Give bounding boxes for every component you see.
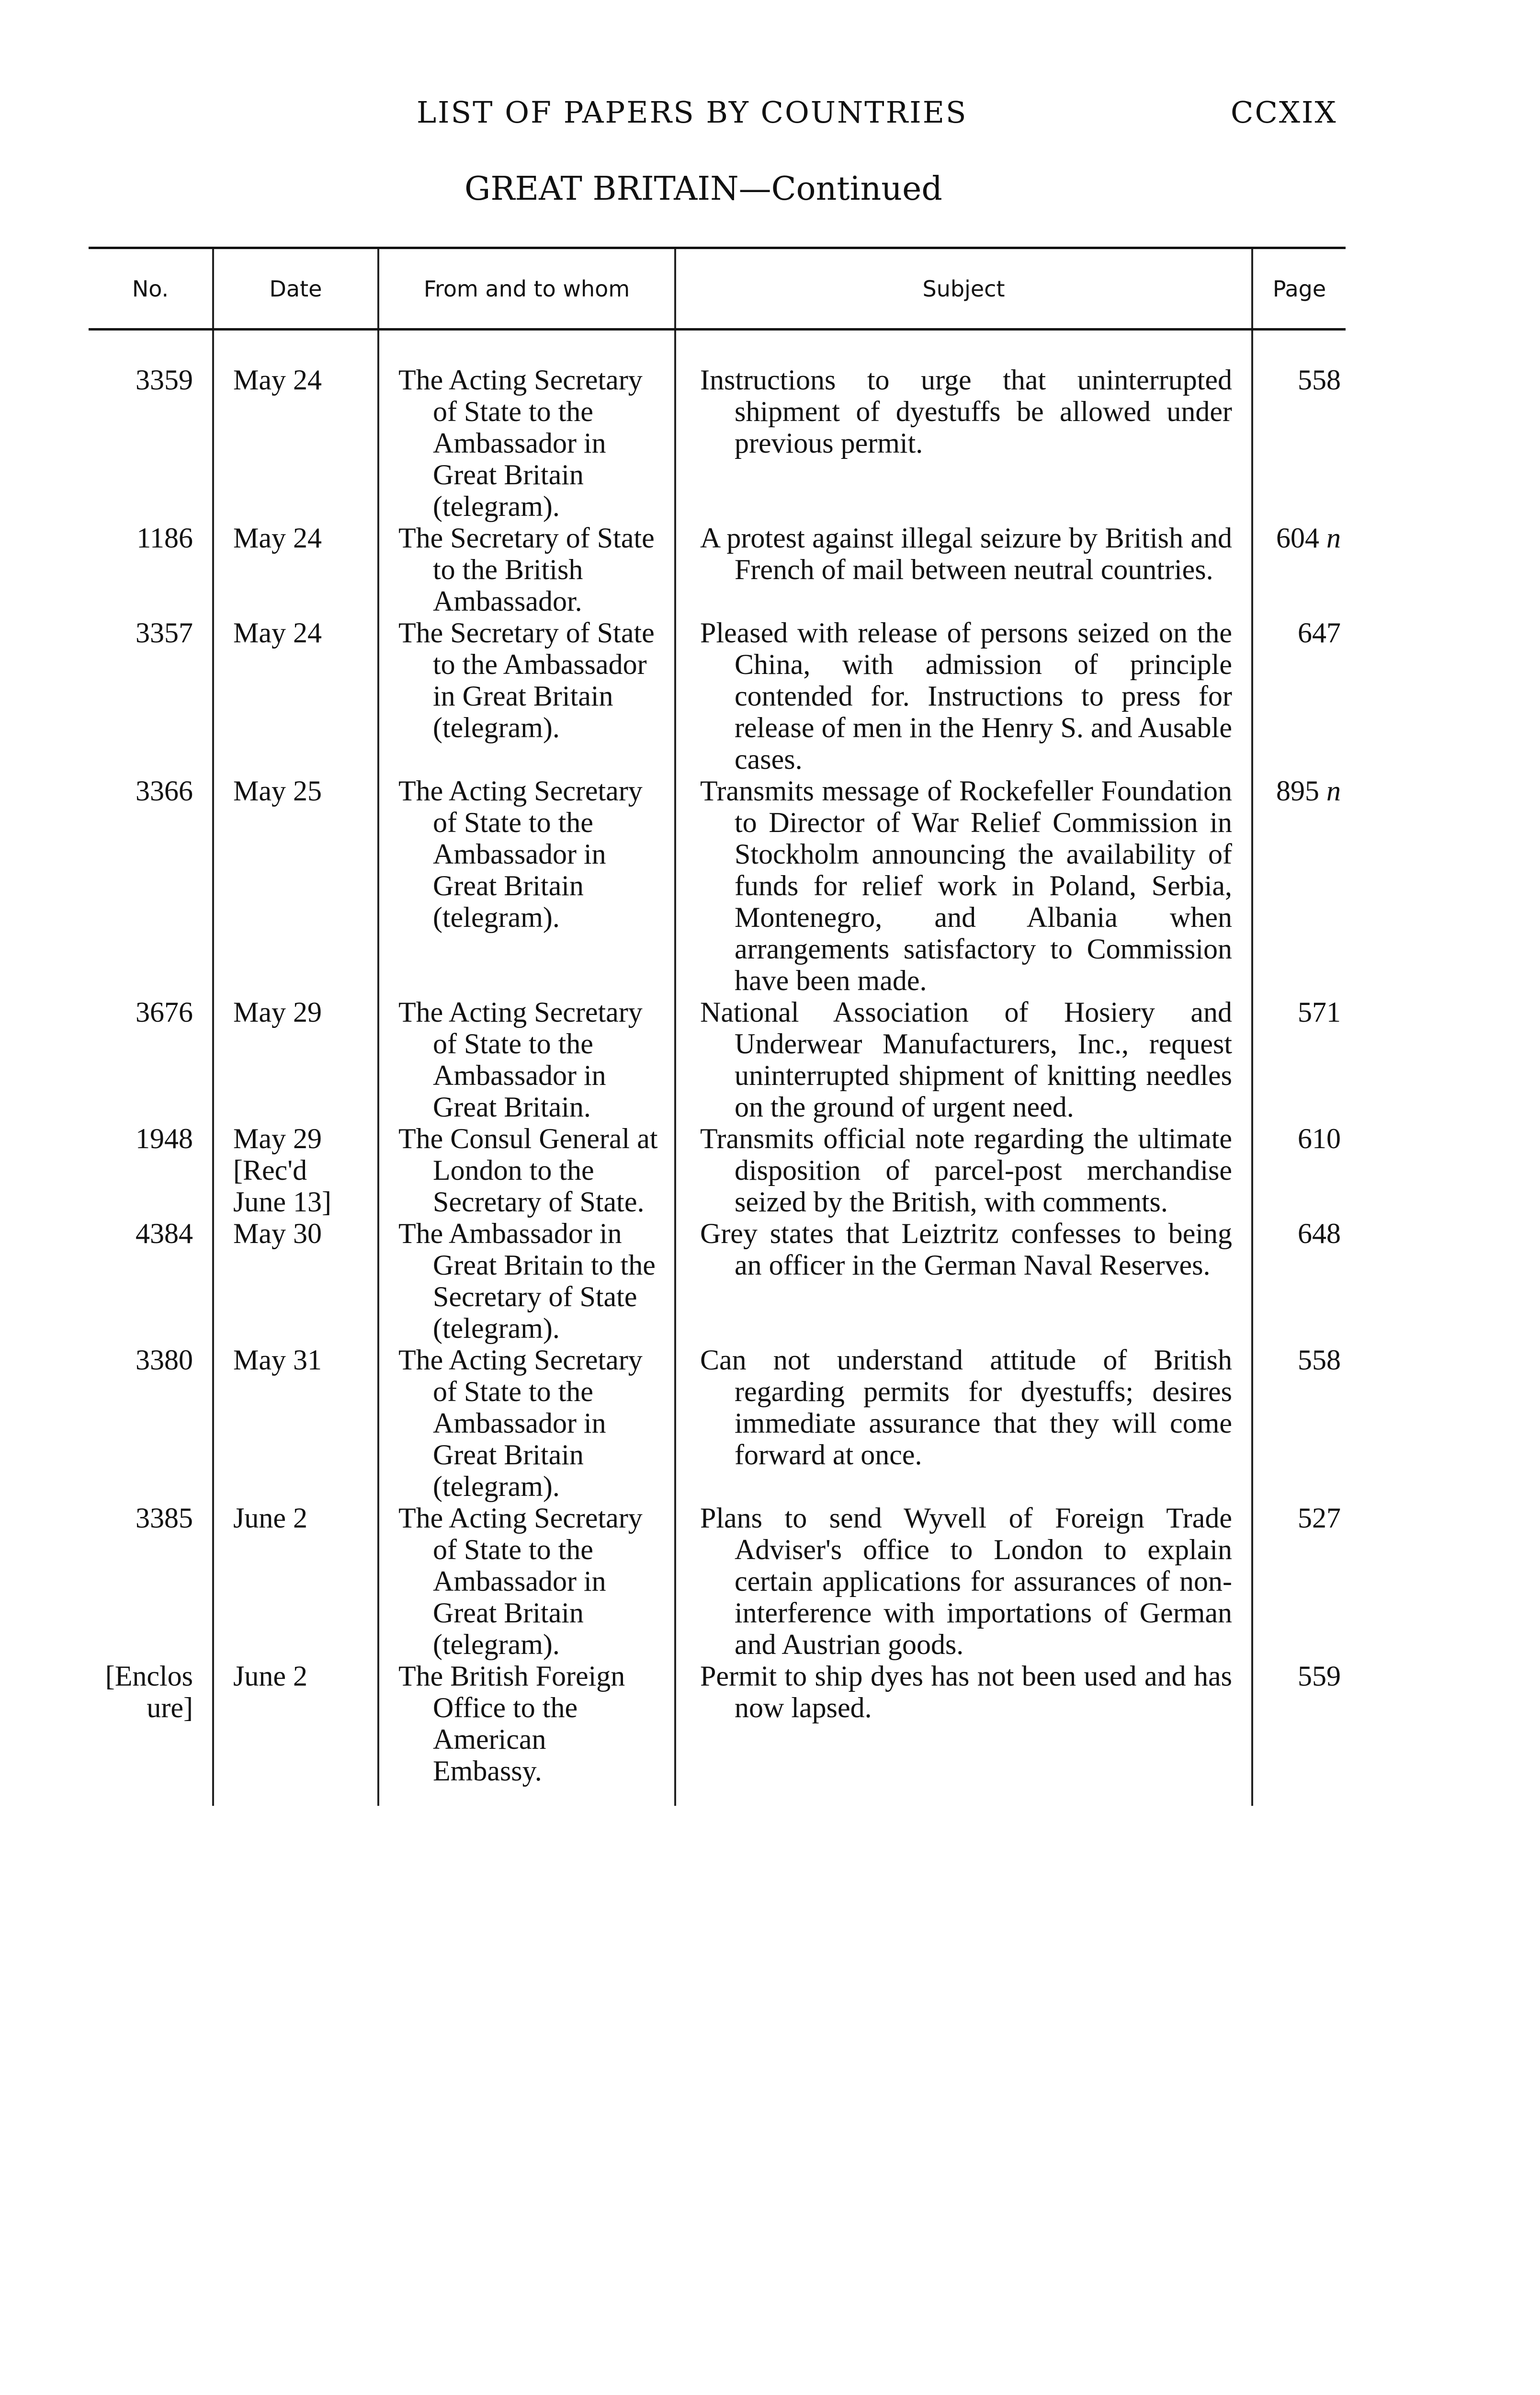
cell-no: 3380: [136, 1344, 193, 1376]
cell-no: 3357: [136, 617, 193, 649]
page-number: 559: [1298, 1660, 1341, 1692]
cell-from: The Acting Secretary of State to the Ambassador in Great Britain (telegram).: [398, 775, 643, 933]
cell-from: The Consul General at London to the Secretary of State.: [398, 1123, 658, 1218]
cell-subject: National Association of Hosiery and Underwear Manufacturers, Inc., request uninterrupted shipment of knitting needles on the ground of urgent need.: [700, 996, 1232, 1123]
papers-table: [89, 247, 1346, 1806]
cell-date: May 25: [213, 775, 378, 996]
cell-no: 3385: [136, 1502, 193, 1534]
table-row: [89, 522, 1346, 617]
page-footnote-marker: n: [1326, 775, 1341, 807]
running-title: LIST OF PAPERS BY COUNTRIES: [417, 95, 968, 130]
cell-date: May 24: [213, 364, 378, 522]
cell-subject: Can not understand attitude of British regarding permits for dyestuffs; desires immediate assurance that they will come forward at once.: [700, 1344, 1232, 1471]
cell-page: [1252, 775, 1346, 996]
table-row: [89, 364, 1346, 522]
page-number: 558: [1298, 364, 1341, 396]
page-number: 571: [1298, 996, 1341, 1028]
cell-page: [1252, 617, 1346, 775]
cell-subject: Instructions to urge that uninterrupted shipment of dyestuffs be allowed under previous permit.: [700, 364, 1232, 459]
table-row: [89, 1123, 1346, 1218]
table-row: [89, 1502, 1346, 1660]
cell-date: May 24: [213, 617, 378, 775]
cell-from: The Secretary of State to the British Ambassador.: [398, 522, 655, 617]
page-number: 527: [1298, 1502, 1341, 1534]
cell-no: 3359: [136, 364, 193, 396]
page-number: 895: [1276, 775, 1319, 807]
table-row: [89, 1218, 1346, 1344]
cell-date: May 30: [213, 1218, 378, 1344]
cell-no: 1948: [136, 1123, 193, 1154]
cell-date: May 29: [213, 996, 378, 1123]
page-number: 610: [1298, 1123, 1341, 1154]
page-number: 604: [1276, 522, 1319, 554]
cell-subject: Grey states that Leiztritz confesses to being an officer in the German Naval Reserves.: [700, 1218, 1232, 1281]
column-header-date: Date: [213, 248, 378, 330]
cell-subject: A protest against illegal seizure by British and French of mail between neutral countries.: [700, 522, 1232, 585]
table-row: [89, 617, 1346, 775]
page-numeral: CCXIX: [1231, 95, 1337, 130]
table-row: [89, 1344, 1346, 1502]
cell-from: The Secretary of State to the Ambassador in Great Britain (telegram).: [398, 617, 655, 743]
cell-date: May 24: [213, 522, 378, 617]
page-footnote-marker: n: [1326, 522, 1341, 554]
cell-page: [1252, 1344, 1346, 1502]
cell-page: [1252, 1123, 1346, 1218]
column-header-from: From and to whom: [378, 248, 675, 330]
cell-from: The Ambassador in Great Britain to the Secretary of State (telegram).: [398, 1218, 656, 1344]
table-row: [89, 996, 1346, 1123]
cell-date: May 29 [Rec'd June 13]: [213, 1123, 378, 1218]
cell-from: The Acting Secretary of State to the Ambassador in Great Britain (telegram).: [398, 364, 643, 522]
page-number: 558: [1298, 1344, 1341, 1376]
cell-page: [1252, 996, 1346, 1123]
cell-no: 4384: [136, 1218, 193, 1249]
cell-date: June 2: [213, 1660, 378, 1787]
table-spacer-row: [89, 330, 1346, 365]
cell-page: [1252, 1660, 1346, 1787]
page-number: 647: [1298, 617, 1341, 649]
cell-page: [1252, 522, 1346, 617]
cell-from: The Acting Secretary of State to the Ambassador in Great Britain (telegram).: [398, 1502, 643, 1660]
cell-no: 3366: [136, 775, 193, 807]
table-row: [89, 1660, 1346, 1787]
cell-subject: Permit to ship dyes has not been used and has now lapsed.: [700, 1660, 1232, 1723]
cell-subject: Transmits message of Rockefeller Foundation to Director of War Relief Commission in Stockholm announcing the availability of funds for relief work in Poland, Serbia, Montenegro, and Albania when arrangements satisfactory to Commission have been made.: [700, 775, 1232, 996]
section-title: GREAT BRITAIN—Continued: [464, 170, 942, 208]
cell-subject: Transmits official note regarding the ultimate disposition of parcel-post merchandise seized by the British, with comments.: [700, 1123, 1232, 1218]
cell-no: 1186: [136, 522, 193, 554]
cell-page: [1252, 1218, 1346, 1344]
cell-from: The Acting Secretary of State to the Ambassador in Great Britain.: [398, 996, 643, 1123]
column-header-subject: Subject: [675, 248, 1252, 330]
table-row: [89, 775, 1346, 996]
cell-from: The Acting Secretary of State to the Ambassador in Great Britain (telegram).: [398, 1344, 643, 1502]
papers-table-wrapper: [89, 247, 1346, 1806]
cell-no: [Enclosure]: [105, 1660, 193, 1723]
table-header: [89, 248, 1346, 330]
cell-date: June 2: [213, 1502, 378, 1660]
cell-page: [1252, 364, 1346, 522]
cell-page: [1252, 1502, 1346, 1660]
cell-subject: Pleased with release of persons seized on the China, with admission of principle contended for. Instructions to press for release of men in the Henry S. and Ausable cases.: [700, 617, 1232, 775]
table-body: [89, 330, 1346, 1806]
column-header-no: No.: [89, 248, 213, 330]
column-header-page: Page: [1252, 248, 1346, 330]
cell-from: The British Foreign Office to the American Embassy.: [398, 1660, 625, 1787]
running-head: [0, 95, 1540, 138]
table-tail-row: [89, 1787, 1346, 1806]
page-number: 648: [1298, 1218, 1341, 1249]
cell-date: May 31: [213, 1344, 378, 1502]
cell-no: 3676: [136, 996, 193, 1028]
cell-subject: Plans to send Wyvell of Foreign Trade Adviser's office to London to explain certain applications for assurances of non-interference with importations of German and Austrian goods.: [700, 1502, 1232, 1660]
